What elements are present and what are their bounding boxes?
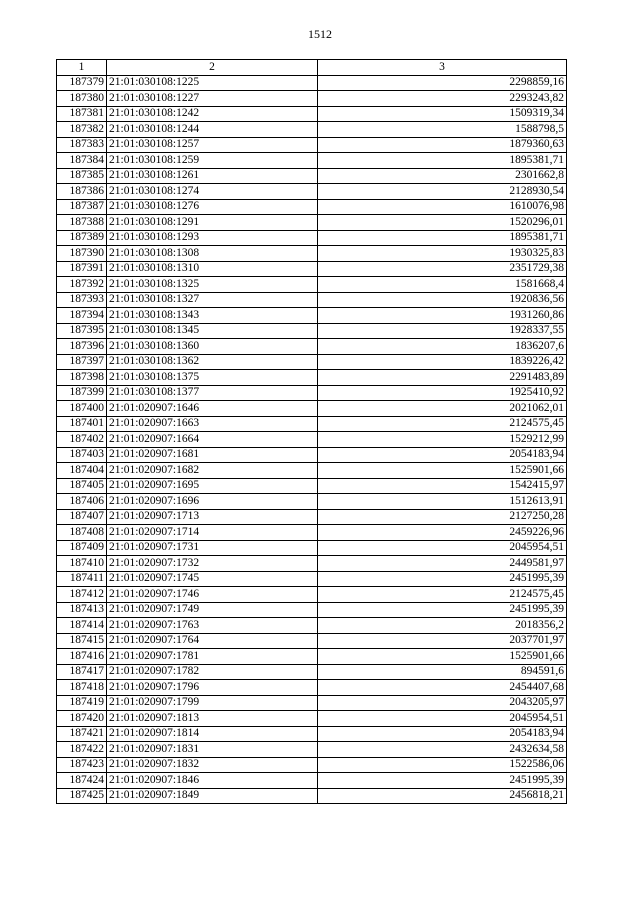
table-row [57, 137, 567, 153]
table-row [57, 571, 567, 587]
row-number-cell: 187422 [57, 742, 107, 758]
row-number-cell: 187425 [57, 788, 107, 804]
cadastral-value-cell: 1839226,42 [318, 354, 567, 370]
cadastral-value-cell: 1931260,86 [318, 308, 567, 324]
cadastral-number-cell: 21:01:020907:1814 [107, 726, 318, 742]
cadastral-number-cell: 21:01:020907:1732 [107, 556, 318, 572]
row-number-cell: 187379 [57, 75, 107, 91]
row-number-cell: 187390 [57, 246, 107, 262]
cadastral-value-cell: 1879360,63 [318, 137, 567, 153]
row-number-cell: 187380 [57, 91, 107, 107]
row-number-cell: 187420 [57, 711, 107, 727]
table-row [57, 370, 567, 386]
cadastral-number-cell: 21:01:020907:1781 [107, 649, 318, 665]
column-header-value: 3 [318, 60, 567, 76]
cadastral-number-cell: 21:01:020907:1663 [107, 416, 318, 432]
table-header-row [57, 60, 567, 76]
cadastral-number-cell: 21:01:020907:1846 [107, 773, 318, 789]
table-row [57, 664, 567, 680]
table-row [57, 447, 567, 463]
row-number-cell: 187417 [57, 664, 107, 680]
cadastral-number-cell: 21:01:030108:1377 [107, 385, 318, 401]
cadastral-value-cell: 1928337,55 [318, 323, 567, 339]
row-number-cell: 187402 [57, 432, 107, 448]
table-row [57, 91, 567, 107]
row-number-cell: 187392 [57, 277, 107, 293]
cadastral-value-cell: 894591,6 [318, 664, 567, 680]
cadastral-number-cell: 21:01:020907:1831 [107, 742, 318, 758]
cadastral-value-table [56, 59, 567, 804]
cadastral-number-cell: 21:01:020907:1745 [107, 571, 318, 587]
row-number-cell: 187394 [57, 308, 107, 324]
cadastral-value-cell: 1520296,01 [318, 215, 567, 231]
table-row [57, 587, 567, 603]
cadastral-number-cell: 21:01:030108:1343 [107, 308, 318, 324]
row-number-cell: 187383 [57, 137, 107, 153]
cadastral-number-cell: 21:01:030108:1345 [107, 323, 318, 339]
table-row [57, 478, 567, 494]
row-number-cell: 187408 [57, 525, 107, 541]
cadastral-number-cell: 21:01:020907:1681 [107, 447, 318, 463]
row-number-cell: 187386 [57, 184, 107, 200]
cadastral-number-cell: 21:01:030108:1261 [107, 168, 318, 184]
table-row [57, 602, 567, 618]
table-row [57, 246, 567, 262]
cadastral-value-cell: 1522586,06 [318, 757, 567, 773]
row-number-cell: 187404 [57, 463, 107, 479]
cadastral-value-cell: 2451995,39 [318, 773, 567, 789]
cadastral-value-cell: 2293243,82 [318, 91, 567, 107]
table-row [57, 122, 567, 138]
row-number-cell: 187395 [57, 323, 107, 339]
cadastral-value-cell: 2054183,94 [318, 726, 567, 742]
row-number-cell: 187391 [57, 261, 107, 277]
cadastral-value-cell: 1525901,66 [318, 649, 567, 665]
row-number-cell: 187400 [57, 401, 107, 417]
row-number-cell: 187416 [57, 649, 107, 665]
cadastral-value-cell: 2451995,39 [318, 602, 567, 618]
table-row [57, 649, 567, 665]
cadastral-number-cell: 21:01:020907:1813 [107, 711, 318, 727]
cadastral-number-cell: 21:01:020907:1696 [107, 494, 318, 510]
cadastral-value-cell: 2128930,54 [318, 184, 567, 200]
table-row [57, 168, 567, 184]
table-row [57, 230, 567, 246]
table-row [57, 277, 567, 293]
cadastral-value-cell: 2301662,8 [318, 168, 567, 184]
row-number-cell: 187415 [57, 633, 107, 649]
row-number-cell: 187401 [57, 416, 107, 432]
table-row [57, 199, 567, 215]
row-number-cell: 187397 [57, 354, 107, 370]
cadastral-value-cell: 1920836,56 [318, 292, 567, 308]
cadastral-number-cell: 21:01:020907:1714 [107, 525, 318, 541]
table-row [57, 308, 567, 324]
row-number-cell: 187419 [57, 695, 107, 711]
cadastral-number-cell: 21:01:030108:1375 [107, 370, 318, 386]
table-row [57, 540, 567, 556]
table-row [57, 633, 567, 649]
table-row [57, 742, 567, 758]
cadastral-value-cell: 2456818,21 [318, 788, 567, 804]
cadastral-value-cell: 2432634,58 [318, 742, 567, 758]
cadastral-number-cell: 21:01:020907:1799 [107, 695, 318, 711]
cadastral-value-cell: 1542415,97 [318, 478, 567, 494]
cadastral-number-cell: 21:01:030108:1310 [107, 261, 318, 277]
row-number-cell: 187413 [57, 602, 107, 618]
table-row [57, 215, 567, 231]
cadastral-value-cell: 2045954,51 [318, 540, 567, 556]
cadastral-number-cell: 21:01:030108:1293 [107, 230, 318, 246]
table-row [57, 695, 567, 711]
table-row [57, 509, 567, 525]
cadastral-number-cell: 21:01:020907:1731 [107, 540, 318, 556]
cadastral-number-cell: 21:01:020907:1746 [107, 587, 318, 603]
row-number-cell: 187399 [57, 385, 107, 401]
table-row [57, 261, 567, 277]
cadastral-value-cell: 2018356,2 [318, 618, 567, 634]
cadastral-number-cell: 21:01:020907:1646 [107, 401, 318, 417]
cadastral-value-cell: 2298859,16 [318, 75, 567, 91]
cadastral-value-cell: 2291483,89 [318, 370, 567, 386]
row-number-cell: 187385 [57, 168, 107, 184]
row-number-cell: 187387 [57, 199, 107, 215]
row-number-cell: 187412 [57, 587, 107, 603]
table-row [57, 773, 567, 789]
row-number-cell: 187414 [57, 618, 107, 634]
table-row [57, 680, 567, 696]
table-row [57, 726, 567, 742]
row-number-cell: 187423 [57, 757, 107, 773]
cadastral-number-cell: 21:01:020907:1796 [107, 680, 318, 696]
cadastral-number-cell: 21:01:030108:1308 [107, 246, 318, 262]
cadastral-number-cell: 21:01:030108:1259 [107, 153, 318, 169]
cadastral-value-cell: 2124575,45 [318, 587, 567, 603]
row-number-cell: 187410 [57, 556, 107, 572]
cadastral-number-cell: 21:01:030108:1257 [107, 137, 318, 153]
table-row [57, 618, 567, 634]
row-number-cell: 187396 [57, 339, 107, 355]
cadastral-number-cell: 21:01:030108:1276 [107, 199, 318, 215]
table-row [57, 75, 567, 91]
cadastral-value-cell: 1512613,91 [318, 494, 567, 510]
table-row [57, 525, 567, 541]
cadastral-value-cell: 2449581,97 [318, 556, 567, 572]
page-number: 1512 [308, 27, 332, 41]
table-row [57, 153, 567, 169]
cadastral-number-cell: 21:01:020907:1749 [107, 602, 318, 618]
row-number-cell: 187418 [57, 680, 107, 696]
cadastral-value-cell: 1581668,4 [318, 277, 567, 293]
cadastral-value-cell: 1525901,66 [318, 463, 567, 479]
cadastral-value-cell: 1588798,5 [318, 122, 567, 138]
row-number-cell: 187409 [57, 540, 107, 556]
cadastral-number-cell: 21:01:020907:1832 [107, 757, 318, 773]
cadastral-number-cell: 21:01:020907:1713 [107, 509, 318, 525]
table-row [57, 354, 567, 370]
cadastral-number-cell: 21:01:030108:1225 [107, 75, 318, 91]
cadastral-value-cell: 2351729,38 [318, 261, 567, 277]
cadastral-value-cell: 2454407,68 [318, 680, 567, 696]
table-row [57, 292, 567, 308]
cadastral-number-cell: 21:01:030108:1242 [107, 106, 318, 122]
cadastral-number-cell: 21:01:020907:1782 [107, 664, 318, 680]
cadastral-value-cell: 2021062,01 [318, 401, 567, 417]
cadastral-number-cell: 21:01:020907:1764 [107, 633, 318, 649]
cadastral-number-cell: 21:01:030108:1227 [107, 91, 318, 107]
column-header-number: 1 [57, 60, 107, 76]
row-number-cell: 187405 [57, 478, 107, 494]
cadastral-number-cell: 21:01:030108:1327 [107, 292, 318, 308]
table-row [57, 323, 567, 339]
cadastral-value-cell: 2045954,51 [318, 711, 567, 727]
cadastral-value-cell: 1529212,99 [318, 432, 567, 448]
cadastral-number-cell: 21:01:020907:1664 [107, 432, 318, 448]
row-number-cell: 187398 [57, 370, 107, 386]
cadastral-number-cell: 21:01:020907:1763 [107, 618, 318, 634]
cadastral-number-cell: 21:01:030108:1362 [107, 354, 318, 370]
cadastral-value-cell: 2459226,96 [318, 525, 567, 541]
row-number-cell: 187421 [57, 726, 107, 742]
table-row [57, 385, 567, 401]
table-row [57, 788, 567, 804]
row-number-cell: 187424 [57, 773, 107, 789]
cadastral-value-cell: 2037701,97 [318, 633, 567, 649]
cadastral-value-cell: 1925410,92 [318, 385, 567, 401]
row-number-cell: 187382 [57, 122, 107, 138]
table-row [57, 463, 567, 479]
table-row [57, 757, 567, 773]
cadastral-number-cell: 21:01:030108:1274 [107, 184, 318, 200]
table-row [57, 494, 567, 510]
row-number-cell: 187389 [57, 230, 107, 246]
table-row [57, 556, 567, 572]
cadastral-value-cell: 1895381,71 [318, 230, 567, 246]
cadastral-number-cell: 21:01:030108:1291 [107, 215, 318, 231]
row-number-cell: 187406 [57, 494, 107, 510]
cadastral-number-cell: 21:01:030108:1244 [107, 122, 318, 138]
cadastral-value-cell: 1930325,83 [318, 246, 567, 262]
table-row [57, 401, 567, 417]
table-row [57, 106, 567, 122]
cadastral-value-cell: 2127250,28 [318, 509, 567, 525]
column-header-cadastral-number: 2 [107, 60, 318, 76]
row-number-cell: 187388 [57, 215, 107, 231]
cadastral-value-cell: 1610076,98 [318, 199, 567, 215]
cadastral-value-cell: 1509319,34 [318, 106, 567, 122]
table-body [57, 75, 567, 804]
row-number-cell: 187403 [57, 447, 107, 463]
table-row [57, 711, 567, 727]
cadastral-number-cell: 21:01:020907:1682 [107, 463, 318, 479]
cadastral-number-cell: 21:01:030108:1325 [107, 277, 318, 293]
cadastral-value-cell: 2124575,45 [318, 416, 567, 432]
cadastral-number-cell: 21:01:020907:1849 [107, 788, 318, 804]
cadastral-value-cell: 1836207,6 [318, 339, 567, 355]
cadastral-value-cell: 2451995,39 [318, 571, 567, 587]
row-number-cell: 187381 [57, 106, 107, 122]
table-row [57, 339, 567, 355]
table-row [57, 184, 567, 200]
row-number-cell: 187407 [57, 509, 107, 525]
table-row [57, 416, 567, 432]
cadastral-value-cell: 2054183,94 [318, 447, 567, 463]
cadastral-value-cell: 2043205,97 [318, 695, 567, 711]
row-number-cell: 187393 [57, 292, 107, 308]
cadastral-value-cell: 1895381,71 [318, 153, 567, 169]
table-row [57, 432, 567, 448]
row-number-cell: 187384 [57, 153, 107, 169]
row-number-cell: 187411 [57, 571, 107, 587]
cadastral-number-cell: 21:01:020907:1695 [107, 478, 318, 494]
cadastral-number-cell: 21:01:030108:1360 [107, 339, 318, 355]
